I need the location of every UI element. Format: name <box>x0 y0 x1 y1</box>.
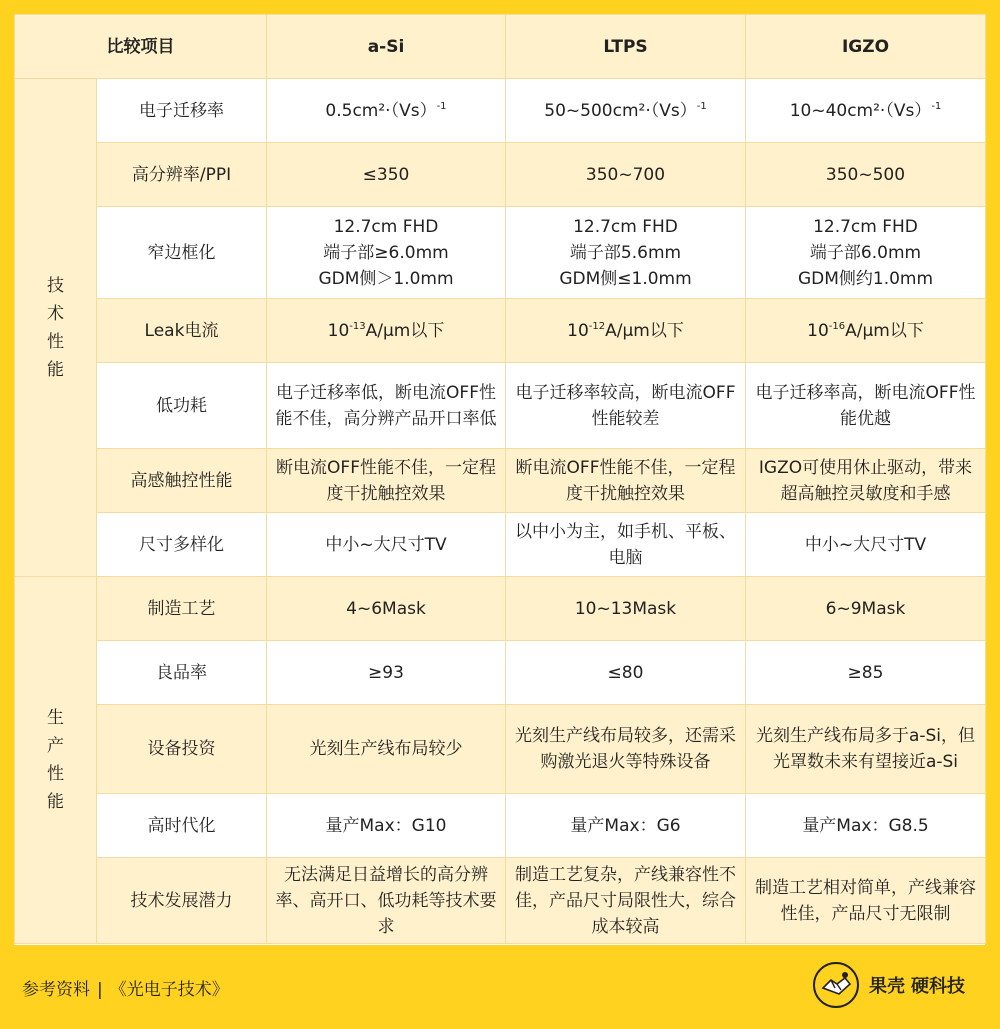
cell-ltps: 以中小为主，如手机、平板、电脑 <box>506 513 746 577</box>
cell-ltps: $10^{-12}A/\mu m$以下 <box>506 299 746 363</box>
cell-igzo: ≥85 <box>746 641 986 705</box>
cell-igzo: IGZO可使用休止驱动，带来超高触控灵敏度和手感 <box>746 449 986 513</box>
table-row <box>15 143 986 207</box>
row-label: 高时代化 <box>97 794 267 858</box>
cell-a-si: 光刻生产线布局较少 <box>267 705 506 794</box>
row-label: 设备投资 <box>97 705 267 794</box>
cell-igzo: 制造工艺相对简单，产线兼容性佳，产品尺寸无限制 <box>746 858 986 944</box>
table-row <box>15 207 986 299</box>
cell-ltps: 量产Max：G6 <box>506 794 746 858</box>
row-label: 技术发展潜力 <box>97 858 267 944</box>
cell-ltps: ≤80 <box>506 641 746 705</box>
row-label: Leak电流 <box>97 299 267 363</box>
group-tech-label: 技术性能 <box>47 275 64 380</box>
row-label: 高感触控性能 <box>97 449 267 513</box>
reference-note <box>22 975 229 1000</box>
cell-a-si: ≤350 <box>267 143 506 207</box>
cell-a-si: 无法满足日益增长的高分辨率、高开口、低功耗等技术要求 <box>267 858 506 944</box>
table-row <box>15 705 986 794</box>
row-label: 电子迁移率 <box>97 79 267 143</box>
header-a-si: a-Si <box>267 15 506 79</box>
cell-ltps: 光刻生产线布局较多，还需采购激光退火等特殊设备 <box>506 705 746 794</box>
row-label: 窄边框化 <box>97 207 267 299</box>
row-label: 制造工艺 <box>97 577 267 641</box>
cell-igzo: 电子迁移率高，断电流OFF性能优越 <box>746 363 986 449</box>
cell-igzo: $10^{-16}A/\mu m$以下 <box>746 299 986 363</box>
table-row <box>15 577 986 641</box>
cell-a-si: 中小~大尺寸TV <box>267 513 506 577</box>
cell-a-si: $10^{-13}A/\mu m$以下 <box>267 299 506 363</box>
table-row <box>15 299 986 363</box>
handshake-icon <box>813 962 859 1008</box>
cell-igzo: 12.7cm FHD 端子部6.0mm GDM侧约1.0mm <box>746 207 986 299</box>
table-row <box>15 513 986 577</box>
cell-a-si: 断电流OFF性能不佳，一定程度干扰触控效果 <box>267 449 506 513</box>
table-row <box>15 794 986 858</box>
logo-name-2: 硬科技 <box>911 976 965 997</box>
logo-text <box>869 972 965 998</box>
cell-a-si: 4~6Mask <box>267 577 506 641</box>
cell-ltps: 断电流OFF性能不佳，一定程度干扰触控效果 <box>506 449 746 513</box>
cell-igzo: 中小~大尺寸TV <box>746 513 986 577</box>
cell-a-si: 12.7cm FHD 端子部≥6.0mm GDM侧＞1.0mm <box>267 207 506 299</box>
cell-igzo: 6~9Mask <box>746 577 986 641</box>
cell-ltps: 制造工艺复杂，产线兼容性不佳，产品尺寸局限性大，综合成本较高 <box>506 858 746 944</box>
cell-ltps: 电子迁移率较高，断电流OFF性能较差 <box>506 363 746 449</box>
row-label: 低功耗 <box>97 363 267 449</box>
group-prod-label: 生产性能 <box>47 708 64 812</box>
reference-source: 《光电子技术》 <box>109 980 229 1000</box>
header-item: 比较项目 <box>15 15 267 79</box>
cell-ltps: 350~700 <box>506 143 746 207</box>
cell-a-si: 电子迁移率低，断电流OFF性能不佳，高分辨产品开口率低 <box>267 363 506 449</box>
row-label: 高分辨率/PPI <box>97 143 267 207</box>
header-ltps: LTPS <box>506 15 746 79</box>
cell-a-si: $0.5cm^2\cdot(Vs)^{-1}$ <box>267 79 506 143</box>
cell-a-si: 量产Max：G10 <box>267 794 506 858</box>
table-row <box>15 858 986 944</box>
cell-igzo: 光刻生产线布局多于a-Si，但光罩数未来有望接近a-Si <box>746 705 986 794</box>
comparison-table <box>14 14 986 944</box>
table-row <box>15 641 986 705</box>
header-row <box>15 15 986 79</box>
group-tech <box>15 79 97 577</box>
cell-ltps: $50\sim 500cm^2\cdot(Vs)^{-1}$ <box>506 79 746 143</box>
cell-igzo: 量产Max：G8.5 <box>746 794 986 858</box>
cell-igzo: $10\sim 40cm^2\cdot(Vs)^{-1}$ <box>746 79 986 143</box>
row-label: 尺寸多样化 <box>97 513 267 577</box>
group-prod <box>15 577 97 944</box>
cell-ltps: 12.7cm FHD 端子部5.6mm GDM侧≤1.0mm <box>506 207 746 299</box>
table-row <box>15 79 986 143</box>
table-row <box>15 449 986 513</box>
table-row <box>15 363 986 449</box>
reference-divider: | <box>97 980 103 1000</box>
row-label: 良品率 <box>97 641 267 705</box>
logo-name-1: 果壳 <box>869 976 905 997</box>
cell-ltps: 10~13Mask <box>506 577 746 641</box>
brand-logo <box>813 962 965 1008</box>
cell-a-si: ≥93 <box>267 641 506 705</box>
cell-igzo: 350~500 <box>746 143 986 207</box>
reference-label: 参考资料 <box>22 980 90 1000</box>
header-igzo: IGZO <box>746 15 986 79</box>
